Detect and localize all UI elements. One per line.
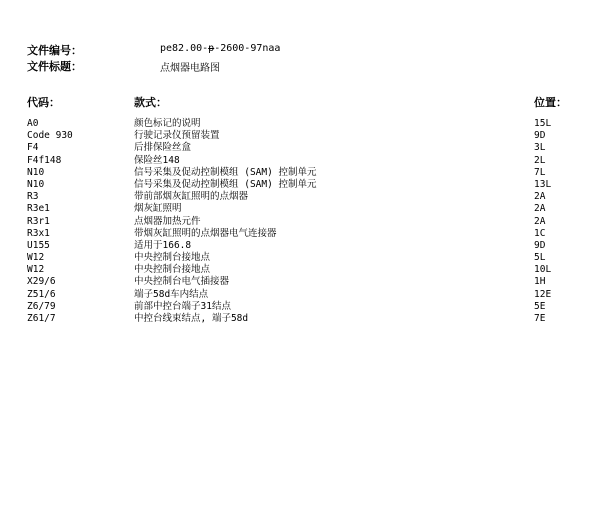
component-position: 7E [534, 313, 546, 324]
component-description: 带烟灰缸照明的点烟器电气连接器 [134, 227, 277, 239]
component-code: F4 [27, 142, 39, 154]
doc-number-value [160, 43, 280, 54]
doc-number-struck: p [208, 43, 215, 54]
component-code: Z6/79 [27, 300, 56, 312]
component-position: 5E [534, 300, 546, 312]
doc-number-suffix: -2600-97naa [214, 43, 281, 54]
list-item [0, 301, 600, 313]
list-item [0, 155, 600, 167]
doc-title-value: 点烟器电路图 [160, 63, 220, 74]
list-item [0, 240, 600, 252]
component-description: 保险丝148 [134, 154, 180, 166]
component-description: 点烟器加热元件 [134, 215, 201, 227]
component-position: 1H [534, 276, 546, 288]
component-description: 中控台线束结点, 端子58d [134, 313, 249, 324]
component-description: 带前部烟灰缸照明的点烟器 [134, 191, 249, 203]
component-description: 端子58d车内结点 [134, 288, 209, 300]
column-header-desc: 款式： [134, 96, 167, 109]
component-code: R3x1 [27, 227, 50, 239]
component-description: 烟灰缸照明 [134, 203, 182, 215]
component-code: N10 [27, 166, 45, 178]
list-item [0, 167, 600, 179]
list-item [0, 118, 600, 130]
component-position: 2A [534, 215, 546, 227]
component-code: A0 [27, 118, 39, 129]
component-code: R3r1 [27, 215, 50, 227]
list-item [0, 191, 600, 203]
component-description: 中央控制台电气插接器 [134, 276, 230, 288]
component-description: 信号采集及促动控制模组 (SAM) 控制单元 [134, 166, 317, 178]
component-code: X29/6 [27, 276, 56, 288]
list-item [0, 203, 600, 215]
list-item [0, 216, 600, 228]
list-item [0, 313, 600, 325]
doc-number-prefix: pe82.00- [160, 43, 209, 54]
list-item [0, 179, 600, 191]
component-position: 15L [534, 118, 552, 129]
doc-title-label: 文件标题： [27, 60, 82, 73]
component-position: 3L [534, 142, 546, 154]
component-description: 中央控制台接地点 [134, 252, 211, 264]
list-item [0, 276, 600, 288]
list-item [0, 142, 600, 154]
list-item [0, 252, 600, 264]
component-code: Z51/6 [27, 288, 56, 300]
component-description: 适用于166.8 [134, 239, 192, 251]
component-code: Code 930 [27, 130, 73, 142]
component-position: 10L [534, 264, 552, 276]
component-description: 中央控制台接地点 [134, 264, 211, 276]
component-code: U155 [27, 239, 50, 251]
component-position: 2A [534, 191, 546, 203]
component-list [0, 118, 600, 325]
component-code: W12 [27, 252, 45, 264]
component-description: 前部中控台端子31结点 [134, 300, 231, 312]
list-item [0, 289, 600, 301]
component-position: 9D [534, 239, 546, 251]
component-position: 12E [534, 288, 552, 300]
component-description: 颜色标记的说明 [134, 118, 201, 129]
column-header-code: 代码： [27, 96, 60, 109]
component-code: W12 [27, 264, 45, 276]
component-description: 行驶记录仪预留装置 [134, 130, 220, 142]
component-code: R3 [27, 191, 39, 203]
list-item [0, 130, 600, 142]
component-position: 5L [534, 252, 546, 264]
column-header-pos: 位置： [534, 96, 567, 109]
component-position: 9D [534, 130, 546, 142]
component-description: 后排保险丝盒 [134, 142, 192, 154]
component-code: Z61/7 [27, 313, 56, 324]
doc-number-label: 文件编号： [27, 44, 82, 57]
component-position: 1C [534, 227, 546, 239]
component-position: 2A [534, 203, 546, 215]
component-position: 2L [534, 154, 546, 166]
component-code: F4f148 [27, 154, 62, 166]
component-description: 信号采集及促动控制模组 (SAM) 控制单元 [134, 178, 317, 190]
component-position: 7L [534, 166, 546, 178]
component-code: N10 [27, 178, 45, 190]
component-position: 13L [534, 178, 552, 190]
component-code: R3e1 [27, 203, 50, 215]
list-item [0, 228, 600, 240]
list-item [0, 264, 600, 276]
